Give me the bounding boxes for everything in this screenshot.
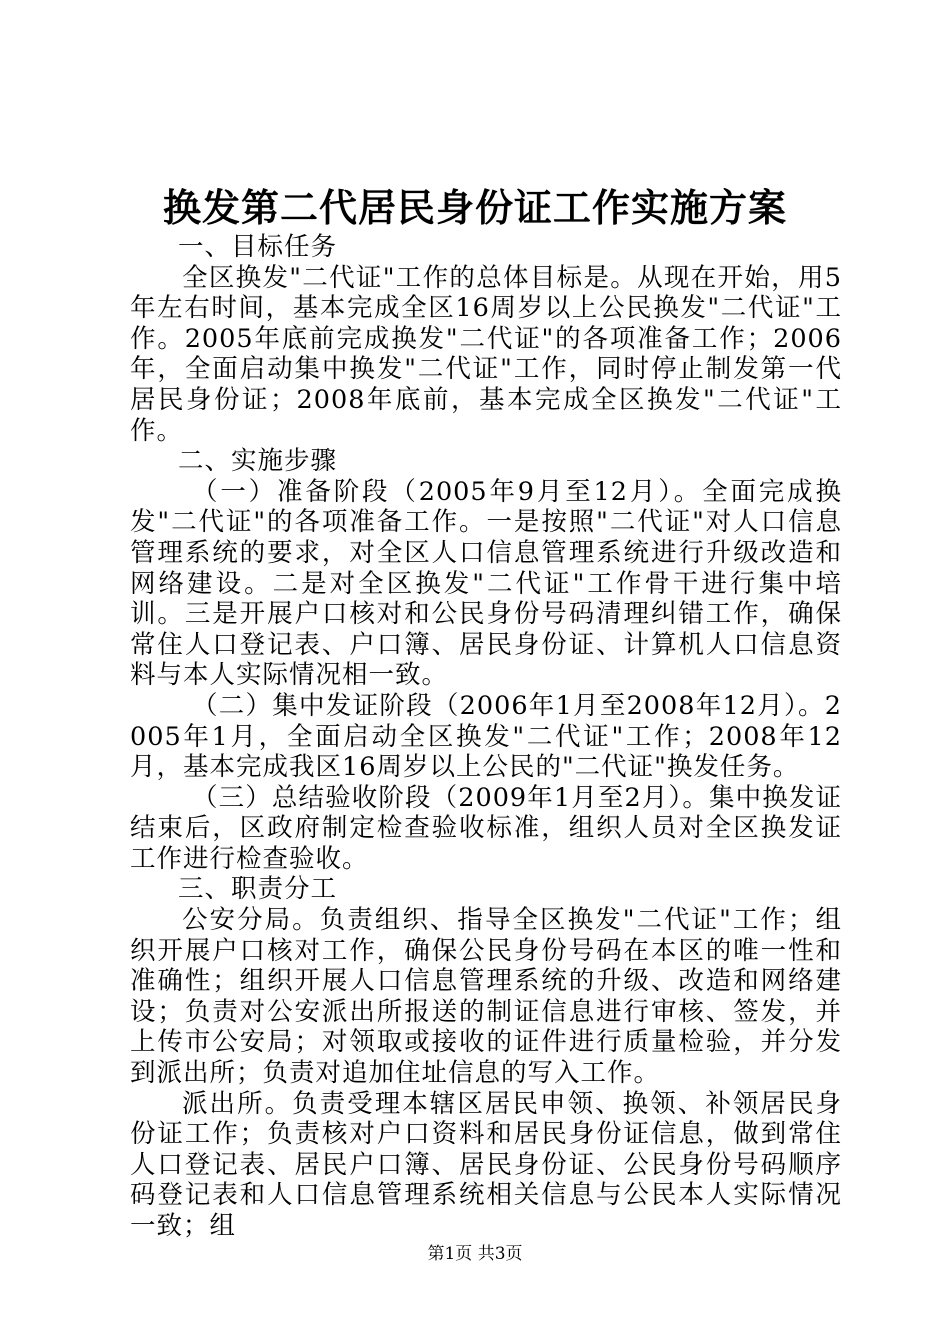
paragraph-goals: 全区换发"二代证"工作的总体目标是。从现在开始，用5年左右时间，基本完成全区16周岁以上公民换发"二代证"工作。2005年底前完成换发"二代证"的各项准备工作；2006年，全面启动集中换发"二代证"工作，同时停止制发第一代居民身份证；2008年底前，基本完成全区换发"二代证"工作。 — [130, 262, 842, 446]
paragraph-step-preparation: （一）准备阶段（2005年9月至12月）。全面完成换发"二代证"的各项准备工作。一是按照"二代证"对人口信息管理系统的要求，对全区人口信息管理系统进行升级改造和网络建设。二是对全区换发"二代证"工作骨干进行集中培训。三是开展户口核对和公民身份号码清理纠错工作，确保常住人口登记表、户口簿、居民身份证、计算机人口信息资料与本人实际情况相一致。 — [130, 476, 842, 691]
section-heading-goals: 一、目标任务 — [178, 232, 338, 262]
paragraph-step-issuance: （二）集中发证阶段（2006年1月至2008年12月）。2005年1月，全面启动全区换发"二代证"工作；2008年12月，基本完成我区16周岁以上公民的"二代证"换发任务。 — [130, 690, 842, 783]
section-heading-duties: 三、职责分工 — [178, 874, 338, 905]
document-body — [130, 232, 842, 1242]
paragraph-duty-station: 派出所。负责受理本辖区居民申领、换领、补领居民身份证工作；负责核对户口资料和居民身份证信息，做到常住人口登记表、居民户口簿、居民身份证、公民身份号码顺序码登记表和人口信息管理系统相关信息与公民本人实际情况一致；组 — [130, 1088, 842, 1241]
section-heading-steps: 二、实施步骤 — [178, 446, 338, 477]
page-footer: 第1页 共3页 — [427, 1244, 523, 1264]
paragraph-step-review: （三）总结验收阶段（2009年1月至2月）。集中换发证结束后，区政府制定检查验收标准，组织人员对全区换发证工作进行检查验收。 — [130, 782, 842, 874]
paragraph-duty-bureau: 公安分局。负责组织、指导全区换发"二代证"工作；组织开展户口核对工作，确保公民身份号码在本区的唯一性和准确性；组织开展人口信息管理系统的升级、改造和网络建设；负责对公安派出所报送的制证信息进行审核、签发，并上传市公安局；对领取或接收的证件进行质量检验，并分发到派出所；负责对追加住址信息的写入工作。 — [130, 905, 842, 1089]
document-title: 换发第二代居民身份证工作实施方案 — [162, 185, 787, 230]
